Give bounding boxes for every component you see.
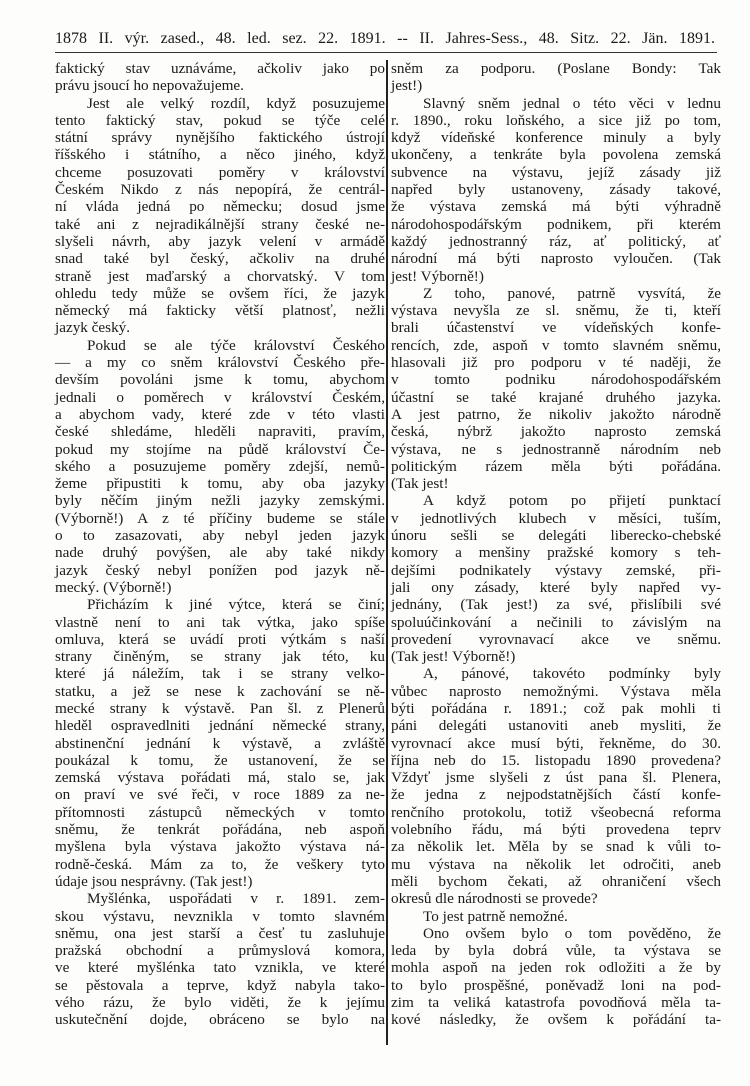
text-line: strany činěným, se strany jak této, ku	[55, 648, 385, 666]
text-line: právu jsoucí ho nepovažujeme.	[55, 77, 244, 95]
paragraph	[391, 665, 721, 907]
text-line: býti pořádána r. 1891.; což pak mohli ti	[391, 699, 721, 717]
text-line: tento faktický stav, pokud se týče celé	[55, 111, 385, 129]
text-line: česká, nýbrž jakožto naprosto zemská	[391, 423, 721, 441]
text-line: zemská výstava pořádati má, stalo se, jak	[55, 769, 385, 787]
text-line: mecký. (Výborně!)	[55, 578, 172, 596]
text-line: ní vláda jedná po německu; dosud jsme	[55, 198, 385, 216]
paragraph	[55, 95, 385, 337]
text-line: české shledáme, hleděli napraviti, pravím,	[55, 423, 385, 441]
text-line: října neb do 15. listopadu 1890 provedena?	[391, 751, 721, 769]
text-line: uskutečnění dojde, obráceno se bylo na	[55, 1011, 385, 1029]
text-line: poukázal k tomu, že ustanovení, že se	[55, 751, 385, 769]
paragraph	[55, 337, 385, 596]
text-line: (Výborně!) A z té příčiny budeme se stále	[55, 509, 385, 527]
text-line: dejšími podnikately výstavy zemské, při-	[391, 561, 721, 579]
text-line: ukončeny, a tenkráte byla povolena zemská	[391, 146, 721, 164]
text-line: sněmu, že tenkrát pořádána, neb aspoň	[55, 821, 385, 839]
text-line: Českém Nikdo z nás nepopírá, že centrál-	[55, 181, 385, 199]
text-line: také ani z nejradikálnější strany české ne-	[55, 215, 385, 233]
text-line: r. 1890., roku loňského, a sice již po tom,	[391, 111, 721, 129]
text-line: Vždyť jsme slyšeli z úst pana šl. Plenera,	[391, 769, 721, 787]
text-line: každý jednostranný ráz, ať politický, ať	[391, 232, 721, 250]
text-line: Jest ale velký rozdíl, když posuzujeme	[87, 94, 385, 112]
text-line: rodně-česká. Mám za to, že veškery tyto	[55, 855, 385, 873]
text-line: ského a posuzujeme poměry zdejší, nemů-	[55, 457, 385, 475]
text-line: jest!)	[391, 77, 423, 95]
text-line: faktický stav uznáváme, ačkoliv jako po	[55, 60, 385, 77]
paragraph	[391, 285, 721, 493]
text-line: že výstava zemská má býti výhradně	[391, 198, 721, 216]
text-line: národní má býti naprosto vyloučen. (Tak	[391, 250, 721, 268]
text-line: subvence na výstavu, jejíž zásady již	[391, 163, 721, 181]
text-line: měli bychom čekati, až ohraničení všech	[391, 872, 721, 890]
text-line: Pokud se ale týče království Českého	[87, 336, 385, 354]
text-line: údaje jsou nesprávny. (Tak jest!)	[55, 872, 253, 890]
text-line: jednali o poměrech v království Českém,	[55, 388, 385, 406]
paragraph	[391, 492, 721, 665]
text-line: (Tak jest! Výborně!)	[391, 648, 516, 666]
text-line: žeme připustiti k tomu, aby oba jazyky	[55, 475, 385, 493]
text-line: A jest patrno, že nikoliv jakožto národně	[391, 405, 721, 423]
text-line: Slavný sněm jednal o této věci v lednu	[423, 94, 721, 112]
text-line: pražská obchodní a průmyslová komora,	[55, 942, 385, 960]
text-line: to bylo prospěšné, poněvadž loni na pod-	[391, 976, 721, 994]
text-line: brali účastenství ve vídeňských konfe-	[391, 319, 721, 337]
text-line: myšlena byla výstava jakožto výstava ná-	[55, 838, 385, 856]
text-line: straně jest maďarský a chorvatský. V tom	[55, 267, 385, 285]
left-column	[55, 60, 385, 1029]
text-line: národohospodářským podnikem, při kterém	[391, 215, 721, 233]
text-line: pokud my stojíme na půdě království Če-	[55, 440, 385, 458]
text-line: komory a menšiny pražské komory s teh-	[391, 544, 721, 562]
text-line: rencích, zde, aspoň v tomto slavném sněmu,	[391, 336, 721, 354]
text-line: okresů dle národnosti se provede?	[391, 890, 598, 908]
text-line: A, pánové, takovéto podmínky byly	[423, 665, 721, 683]
text-line: renčního protokolu, totiž všeobecná reforma	[391, 803, 721, 821]
text-line: státní správy nynějšího faktického ústrojí	[55, 129, 385, 147]
text-line: Ono ovšem bylo o tom pověděno, že	[423, 924, 721, 942]
text-line: ve které myšlénka tato vznikla, ve které	[55, 959, 385, 977]
text-line: Z toho, panové, patrně vysvítá, že	[423, 284, 721, 302]
text-line: německý má fakticky větší platnosť, nežli	[55, 302, 385, 320]
text-line: slyšeli návrh, aby jazyk velení v armádě	[55, 232, 385, 250]
text-line: za několik let. Měla by se snad k vůli to-	[391, 838, 721, 856]
paragraph	[55, 596, 385, 890]
text-line: on praví ve své řeči, v roce 1889 za ne-	[55, 786, 385, 804]
text-line: hlasovali již pro podporu v té naději, že	[391, 354, 721, 372]
page-header: 1878 II. výr. zased., 48. led. sez. 22. 1891. -- II. Jahres-Sess., 48. Sitz. 22. Jän. 1891.	[55, 30, 715, 47]
text-line: jazyk český nebyl ponížen pod jazyk ně-	[55, 561, 385, 579]
text-line: o to zasazovati, aby nebyl jeden jazyk	[55, 527, 385, 545]
text-line: A když potom po přijetí punktací	[423, 492, 721, 510]
text-line: v jednotlivých klubech v měsíci, tuším,	[391, 509, 721, 527]
text-line: napřed byly ustanoveny, zásady takové,	[391, 181, 721, 199]
text-line: se pěstovala a teprve, když nabyla tako-	[55, 976, 385, 994]
text-line: abstinenční jednání k výstavě, a zvláště	[55, 734, 385, 752]
text-line: říšského i státního, a něco jiného, když	[55, 146, 385, 164]
text-line: které já náležím, tak i se strany velko-	[55, 665, 385, 683]
text-line: nade druhý povýšen, ale aby také nikdy	[55, 544, 385, 562]
header-rule	[55, 52, 717, 53]
paragraph	[391, 95, 721, 285]
text-line: To jest patrně nemožné.	[423, 907, 568, 925]
paragraph	[391, 925, 721, 1029]
text-line: když vídeňské konference minuly a byly	[391, 129, 721, 147]
text-line: vůbec naprosto nemožnými. Výstava měla	[391, 682, 721, 700]
text-line: kové následky, že ovšem k pořádání ta-	[391, 1011, 721, 1029]
text-line: výstava nevyšla ze sl. sněmu, že ti, kteří	[391, 302, 721, 320]
text-line: hleděl ospravedlniti jednání německé strany,	[55, 717, 385, 735]
text-line: v tomto podniku národohospodářském	[391, 371, 721, 389]
paragraph	[55, 60, 385, 95]
text-line: mu výstava na několik let odročiti, aneb	[391, 855, 721, 873]
paragraph	[391, 908, 721, 925]
text-line: únoru sešli se delegáti liberecko-chebské	[391, 527, 721, 545]
text-line: jali ony zásady, které byly napřed vy-	[391, 578, 721, 596]
text-line: vlastně není to ani tak výtka, jako spíše	[55, 613, 385, 631]
text-line: vého rázu, že bylo viděti, že k jejímu	[55, 994, 385, 1012]
text-line: Myšlénka, uspořádati v r. 1891. zem-	[87, 890, 385, 908]
right-column	[391, 60, 721, 1029]
text-line: zim ta veliká katastrofa povodňová měla ta-	[391, 994, 721, 1012]
text-line: účastní se také krajané druhého jazyka.	[391, 388, 721, 406]
text-line: jest! Výborně!)	[391, 267, 484, 285]
text-line: sněmu, ona jest starší a česť tu zasluhuje	[55, 924, 385, 942]
text-line: omluva, která se uvádí proti výtkám s naší	[55, 630, 385, 648]
text-line: vyrovnací akce musí býti, řekněme, do 30.	[391, 734, 721, 752]
text-line: chceme posuzovati poměry v království	[55, 163, 385, 181]
text-line: skou výstavu, nevznikla v tomto slavném	[55, 907, 385, 925]
paragraph	[55, 890, 385, 1028]
text-line: snad také byl český, ačkoliv na druhé	[55, 250, 385, 268]
text-line: — a my co sněm království Českého pře-	[55, 354, 385, 372]
text-line: spoluúčinkování a nečinili to závislým na	[391, 613, 721, 631]
text-line: výstava, ne s jednostranně národním neb	[391, 440, 721, 458]
text-line: volebního řádu, má býti provedena teprv	[391, 821, 721, 839]
text-line: páni delegáti ustanoviti aneb mysliti, že	[391, 717, 721, 735]
text-line: sněm za podporu. (Poslane Bondy: Tak	[391, 60, 721, 77]
text-line: (Tak jest!	[391, 475, 449, 493]
text-line: jednány, (Tak jest!) za své, přislíbili své	[391, 596, 721, 614]
text-line: jazyk český.	[55, 319, 131, 337]
text-line: mecké strany k výstavě. Pan šl. z Plenerů	[55, 699, 385, 717]
text-line: přítomnosti zástupců německých v tomto	[55, 803, 385, 821]
text-line: Přicházím k jiné výtce, která se činí;	[87, 596, 385, 614]
text-line: politickým rázem měla býti pořádána.	[391, 457, 721, 475]
paragraph	[391, 60, 721, 95]
text-line: a abychom vady, které zde v této vlasti	[55, 405, 385, 423]
text-line: leda by byla dobrá vůle, ta výstava se	[391, 942, 721, 960]
text-line: že jedna z nejpodstatnějších částí konfe-	[391, 786, 721, 804]
text-line: ohledu tedy může se ovšem říci, že jazyk	[55, 284, 385, 302]
text-line: statku, a jež se nese k zachování se ně-	[55, 682, 385, 700]
text-line: mohla aspoň na jeden rok odložiti a že by	[391, 959, 721, 977]
text-line: byly něčím jiným nežli jazyky zemskými.	[55, 492, 385, 510]
column-divider	[386, 60, 388, 1045]
text-line: provedení vyrovnavací akce ve sněmu.	[391, 630, 721, 648]
text-line: devším povoláni jsme k tomu, abychom	[55, 371, 385, 389]
